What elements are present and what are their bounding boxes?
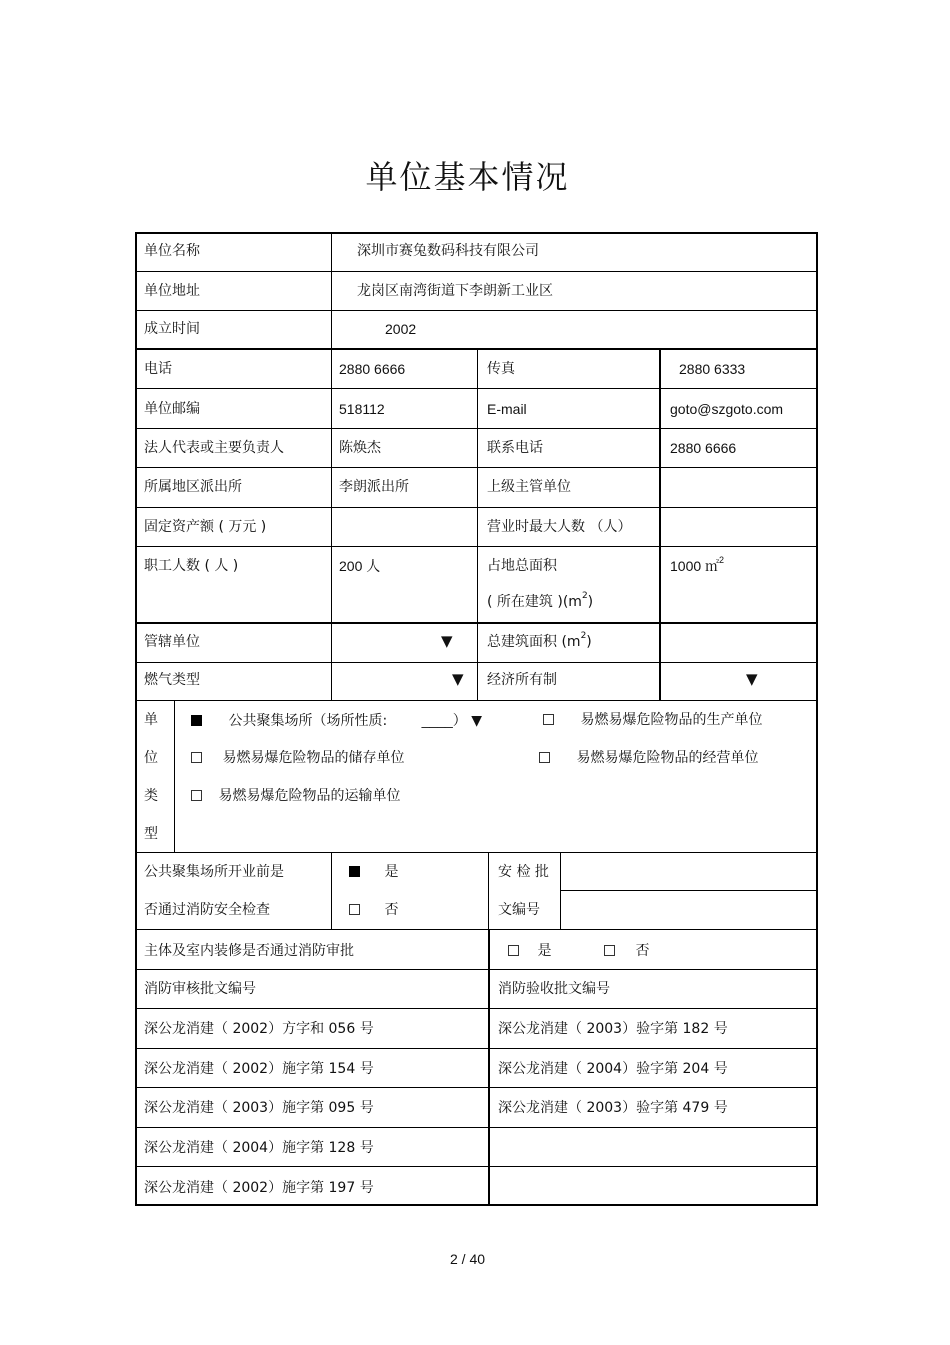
checkbox-icon[interactable] [191,790,202,801]
unit-type-label-char-4: 型 [144,826,158,842]
review-number-header: 消防审核批文编号 [144,981,256,997]
jurisdiction-dropdown-icon[interactable]: ▼ [441,632,453,650]
inspection-question-line1: 公共聚集场所开业前是 [144,864,284,880]
unit-name-label: 单位名称 [144,243,200,259]
land-area-value: 1000 ㎡$^2$ [670,555,725,574]
approval-number-label-line2: 文编号 [498,902,540,918]
review-number-row: 深公龙消建（ 2004）施字第 128 号 [144,1140,374,1156]
legal-rep-label: 法人代表或主要负责人 [144,440,284,456]
unit-type-option-storage[interactable]: 易燃易爆危险物品的储存单位 [191,749,404,767]
acceptance-number-row: 深公龙消建（ 2003）验字第 479 号 [498,1100,728,1116]
email-value: goto@szgoto.com [670,401,784,417]
unit-type-label-char-3: 类 [144,788,158,804]
land-area-sublabel: ( 所在建筑 )$(m^2)$ [487,591,594,610]
unit-type-option-production[interactable]: 易燃易爆危险物品的生产单位 [543,711,762,729]
review-number-row: 深公龙消建（ 2003）施字第 095 号 [144,1100,374,1116]
unit-type-label-char-2: 位 [144,750,158,766]
gas-type-dropdown-icon[interactable]: ▼ [452,670,464,688]
unit-info-table [135,232,818,1206]
fax-value: 2880 6333 [679,361,746,377]
checkbox-icon[interactable] [349,904,360,915]
acceptance-number-row: 深公龙消建（ 2003）验字第 182 号 [498,1021,728,1037]
staff-count-label: 职工人数 ( 人 ) [144,558,239,574]
checkbox-checked-icon[interactable] [349,866,360,877]
fixed-assets-label: 固定资产额 ( 万元 ) [144,519,267,535]
review-number-row: 深公龙消建（ 2002）施字第 154 号 [144,1061,374,1077]
postcode-label: 单位邮编 [144,401,200,417]
unit-type-option-public[interactable]: 公共聚集场所（场所性质: ____） ▼ [191,711,482,730]
phone-value: 2880 6666 [339,361,406,377]
decoration-question: 主体及室内装修是否通过消防审批 [144,943,354,959]
nature-dropdown-icon[interactable]: ▼ [471,713,483,729]
checkbox-icon[interactable] [508,945,519,956]
decoration-no-option[interactable]: 否 [604,942,649,960]
review-number-row: 深公龙消建（ 2002）施字第 197 号 [144,1180,374,1196]
checkbox-icon[interactable] [604,945,615,956]
acceptance-number-header: 消防验收批文编号 [498,981,610,997]
inspection-no-option[interactable]: 否 [349,901,398,919]
legal-rep-value: 陈焕杰 [339,440,381,456]
contact-tel-label: 联系电话 [487,440,543,456]
page-title: 单位基本情况 [365,158,570,196]
checkbox-icon[interactable] [539,752,550,763]
fax-label: 传真 [487,361,515,377]
decoration-yes-option[interactable]: 是 [508,942,551,960]
founded-label: 成立时间 [144,321,200,337]
acceptance-number-row: 深公龙消建（ 2004）验字第 204 号 [498,1061,728,1077]
ownership-dropdown-icon[interactable]: ▼ [746,670,758,688]
police-station-label: 所属地区派出所 [144,479,242,495]
max-people-label: 营业时最大人数 （人） [487,519,632,535]
inspection-yes-option[interactable]: 是 [349,863,398,881]
land-area-label: 占地总面积 [487,558,557,574]
ownership-label: 经济所有制 [487,672,557,688]
jurisdiction-label: 管辖单位 [144,634,200,650]
superior-unit-label: 上级主管单位 [487,479,571,495]
page-number: 2 / 40 [449,1251,486,1267]
contact-tel-value: 2880 6666 [670,440,737,456]
police-station-value: 李朗派出所 [339,479,409,495]
building-area-label: 总建筑面积 $(m^2)$ [487,631,592,650]
staff-count-value: 200 人 [339,558,381,574]
checkbox-icon[interactable] [543,714,554,725]
inspection-question-line2: 否通过消防安全检查 [144,902,270,918]
unit-name-value: 深圳市赛兔数码科技有限公司 [357,243,539,259]
checkbox-checked-icon[interactable] [191,715,202,726]
phone-label: 电话 [144,361,172,377]
email-label: E-mail [487,401,527,417]
unit-type-option-business[interactable]: 易燃易爆危险物品的经营单位 [539,749,758,767]
unit-type-option-transport[interactable]: 易燃易爆危险物品的运输单位 [191,787,400,805]
checkbox-icon[interactable] [191,752,202,763]
unit-type-label-char-1: 单 [144,712,158,728]
review-number-row: 深公龙消建（ 2002）方字和 056 号 [144,1021,374,1037]
gas-type-label: 燃气类型 [144,672,200,688]
founded-value: 2002 [385,321,417,337]
approval-number-label-line1: 安 检 批 [498,864,549,880]
unit-address-label: 单位地址 [144,283,200,299]
unit-address-value: 龙岗区南湾街道下李朗新工业区 [357,283,553,299]
postcode-value: 518112 [339,401,385,417]
